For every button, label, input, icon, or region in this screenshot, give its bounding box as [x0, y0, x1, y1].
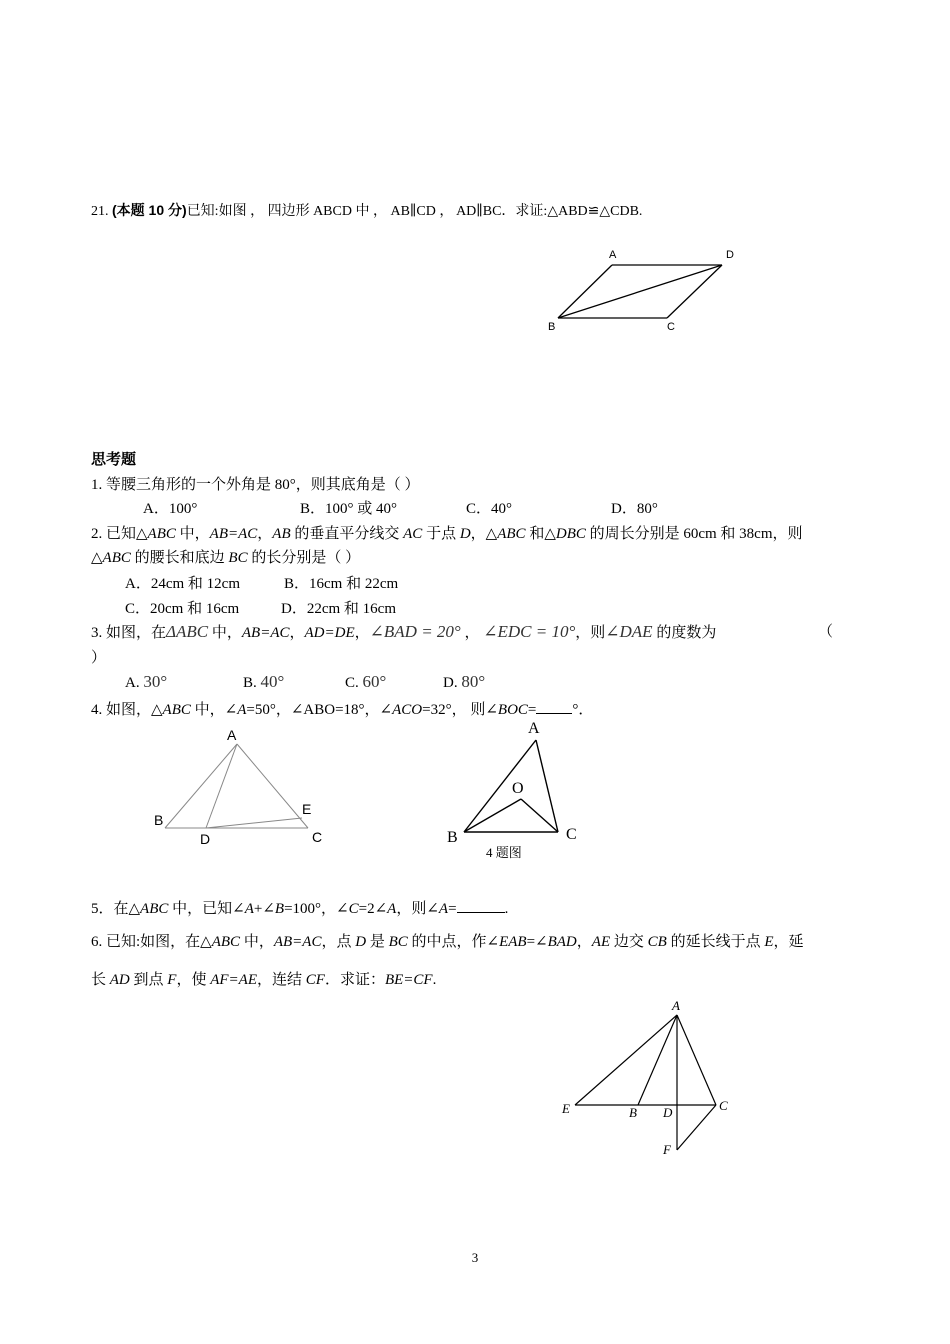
q3-text: ，	[460, 625, 480, 641]
q6-eab: EAB	[499, 934, 527, 950]
q4-right-side-ac	[536, 740, 558, 832]
q6-text: ，延	[773, 934, 804, 950]
q4-text: 4. 如图，△	[91, 702, 163, 718]
q3-paren-close: ）	[91, 650, 107, 666]
thinking-heading: 思考题	[91, 451, 137, 468]
q6-text: 到点	[129, 972, 168, 988]
q4-text: °．	[572, 702, 594, 718]
q6-label-e: E	[562, 1101, 570, 1116]
q6-cf: CF	[305, 972, 325, 988]
q5-b: B	[274, 901, 285, 917]
q2-line2	[91, 548, 360, 568]
q5-c: C	[348, 901, 359, 917]
q6-segment-ac	[677, 1015, 716, 1105]
q6-text: ，连结	[257, 972, 306, 988]
q3-angle-dae: ∠DAE	[605, 622, 653, 641]
q2-abc: ABC	[497, 526, 526, 542]
q4-right-segment-bo	[464, 799, 521, 832]
q2-text: 和△	[525, 526, 556, 542]
q6-line1	[91, 932, 804, 952]
q4-left-segment-ad	[206, 744, 237, 828]
q6-text: 边交	[610, 934, 648, 950]
q1-option-a: A．100°	[143, 501, 198, 517]
q6-text: ，	[576, 934, 592, 950]
q1-option-c: C．40°	[466, 501, 513, 517]
q3-text: ，则	[575, 625, 606, 641]
q5-text: =	[448, 901, 457, 917]
q6-be-cf: BE=CF	[384, 972, 433, 988]
q5-a: A	[438, 901, 449, 917]
q5-text: 中，已知∠	[168, 901, 245, 917]
q1-option-b: B．100° 或 40°	[300, 501, 398, 517]
q4-right-segment-co	[521, 799, 558, 832]
q3-angle-bad: ∠BAD = 20°	[369, 622, 461, 641]
q6-segment-ab	[638, 1015, 677, 1105]
q3-option-a	[125, 672, 167, 693]
q2-option-b: B．16cm 和 22cm	[284, 576, 399, 592]
q1-stem: 1. 等腰三角形的一个外角是 80°，则其底角是（ ）	[91, 477, 420, 493]
q6-text: 的延长线于点	[666, 934, 765, 950]
q6-ae: AE	[591, 934, 611, 950]
q3-option-b-label: B.	[243, 675, 257, 691]
q6-label-b: B	[629, 1105, 637, 1120]
q3-option-b	[243, 672, 284, 693]
q5-text: =2∠	[358, 901, 388, 917]
q2-ac: AC	[403, 526, 423, 542]
q3-option-d	[443, 672, 485, 693]
q21-side-dc	[667, 265, 722, 318]
q2-ab: AB	[272, 526, 291, 542]
q6-bc: BC	[388, 934, 408, 950]
q3-text: ，	[354, 625, 370, 641]
q4-right-label-a: A	[528, 720, 540, 737]
q3-option-c-value: 60°	[362, 672, 387, 691]
q6-abc: ABC	[211, 934, 241, 950]
q4-right-label-o: O	[512, 780, 524, 797]
q4-right-label-c: C	[566, 826, 577, 843]
q4-right-label-b: B	[447, 829, 458, 846]
q21-diagonal-bd	[558, 265, 722, 318]
q6-ad: AD	[109, 972, 130, 988]
q6-label-c: C	[719, 1098, 728, 1113]
q3-text: 中，	[208, 625, 242, 641]
q3-option-b-value: 40°	[260, 672, 285, 691]
q6-text: 长	[91, 972, 110, 988]
q2-ab-ac: AB=AC	[209, 526, 258, 542]
q4-left-side-ac	[237, 744, 308, 828]
q21-text: 已知:如图 ， 四边形 ABCD 中 ， AB∥CD ， AD∥BC．求证:△ABD≌△CDB.	[186, 204, 643, 219]
q6-text: .	[432, 972, 437, 988]
q4-text: =	[527, 702, 537, 718]
q6-e: E	[764, 934, 774, 950]
q4-line	[91, 699, 593, 720]
q2-text: 的腰长和底边	[130, 550, 229, 566]
q6-text: =∠	[526, 934, 548, 950]
q3-ad-de: AD=DE	[304, 625, 355, 641]
q2-option-d: D．22cm 和 16cm	[281, 601, 396, 617]
q6-d: D	[355, 934, 367, 950]
q4-aco: ACO	[392, 702, 423, 718]
q3-option-c	[345, 672, 386, 693]
q5-a: A	[387, 901, 397, 917]
q5-text: ，则∠	[396, 901, 439, 917]
q21-label-c: C	[667, 321, 675, 333]
q6-label-a: A	[672, 998, 680, 1013]
q5-text: =100°，∠	[284, 901, 349, 917]
q3-angle-edc: ∠EDC = 10°	[483, 622, 576, 641]
q6-label-f: F	[663, 1142, 671, 1157]
q3-option-d-label: D.	[443, 675, 458, 691]
q6-cb: CB	[647, 934, 667, 950]
q2-option-a: A．24cm 和 12cm	[125, 576, 240, 592]
q4-left-label-a: A	[227, 727, 237, 743]
q4-left-segment-de	[206, 818, 302, 828]
q4-left-label-e: E	[302, 801, 312, 817]
q5-abc: ABC	[140, 901, 169, 917]
q6-f: F	[167, 972, 177, 988]
q6-label-d: D	[663, 1105, 673, 1120]
q3-text: ，	[289, 625, 305, 641]
q2-text: ，	[257, 526, 273, 542]
q5-a: A	[244, 901, 254, 917]
q4-answer-blank[interactable]	[536, 699, 572, 714]
q6-bad: BAD	[547, 934, 577, 950]
q6-ab-ac: AB=AC	[273, 934, 322, 950]
q4-text: =50°，∠ABO=18°，∠	[246, 702, 393, 718]
q6-text: ，点	[321, 934, 356, 950]
page-number: 3	[471, 1250, 479, 1265]
q3-option-a-label: A.	[125, 675, 140, 691]
q6-text: ，使	[176, 972, 211, 988]
q2-option-c: C．20cm 和 16cm	[125, 601, 240, 617]
q3-line1	[91, 622, 716, 643]
q5-text: 5．在△	[91, 901, 141, 917]
q21-label-d: D	[726, 249, 734, 261]
q21-number: 21.	[91, 204, 109, 219]
q4-boc: BOC	[497, 702, 528, 718]
q3-paren-open: （	[818, 624, 834, 640]
q6-text: 中，	[240, 934, 274, 950]
q5-answer-blank[interactable]	[457, 898, 505, 913]
q2-bc: BC	[228, 550, 248, 566]
q21-label-b: B	[548, 321, 556, 333]
q4-text: 中，∠	[190, 702, 238, 718]
q2-abc: ABC	[102, 550, 131, 566]
q5-text: .	[504, 901, 509, 917]
q2-d: D	[459, 526, 471, 542]
q2-text: 的长分别是（ ）	[247, 550, 361, 566]
q2-text: 的周长分别是 60cm 和 38cm，则	[585, 526, 803, 542]
q5-line	[91, 898, 508, 919]
q4-figure-caption: 4 题图	[486, 845, 522, 860]
q3-text: 3. 如图，在	[91, 625, 167, 641]
q4-a: A	[237, 702, 247, 718]
q6-text: 6. 已知:如图，在△	[91, 934, 212, 950]
q2-text: 于点	[422, 526, 460, 542]
q4-left-label-c: C	[312, 829, 323, 845]
q6-segment-ae	[575, 1015, 677, 1105]
q3-ab-ac: AB=AC	[241, 625, 290, 641]
q1-option-d: D．80°	[611, 501, 658, 517]
q21-line	[91, 200, 642, 222]
q3-option-a-value: 30°	[143, 672, 168, 691]
q3-triangle-abc: ΔABC	[166, 622, 209, 641]
q4-left-side-ab	[165, 744, 237, 828]
q21-label-a: A	[609, 249, 617, 261]
q4-right-side-ab	[464, 740, 536, 832]
q2-line1	[91, 524, 803, 544]
q2-abc: ABC	[147, 526, 176, 542]
q6-af-ae: AF=AE	[210, 972, 257, 988]
q3-text: 的度数为	[652, 625, 717, 641]
q6-text: 的中点，作∠	[407, 934, 500, 950]
q4-left-label-d: D	[200, 831, 211, 847]
q4-text: =32°， 则∠	[422, 702, 498, 718]
q2-text: 的垂直平分线交	[290, 526, 404, 542]
q2-text: ，△	[470, 526, 498, 542]
q4-abc: ABC	[162, 702, 191, 718]
q21-points: (本题 10 分)	[112, 202, 187, 218]
q6-segment-cf	[677, 1105, 716, 1150]
q4-left-label-b: B	[154, 812, 164, 828]
q6-text: 是	[366, 934, 389, 950]
q2-text: 中，	[175, 526, 210, 542]
q3-option-d-value: 80°	[461, 672, 486, 691]
q21-side-ba	[558, 265, 612, 318]
q6-text: ．求证：	[324, 972, 385, 988]
q6-line2	[91, 970, 436, 990]
q2-text: △	[91, 550, 103, 566]
q5-text: +∠	[253, 901, 275, 917]
q2-dbc: DBC	[555, 526, 586, 542]
q3-option-c-label: C.	[345, 675, 359, 691]
q2-text: 2. 已知△	[91, 526, 148, 542]
